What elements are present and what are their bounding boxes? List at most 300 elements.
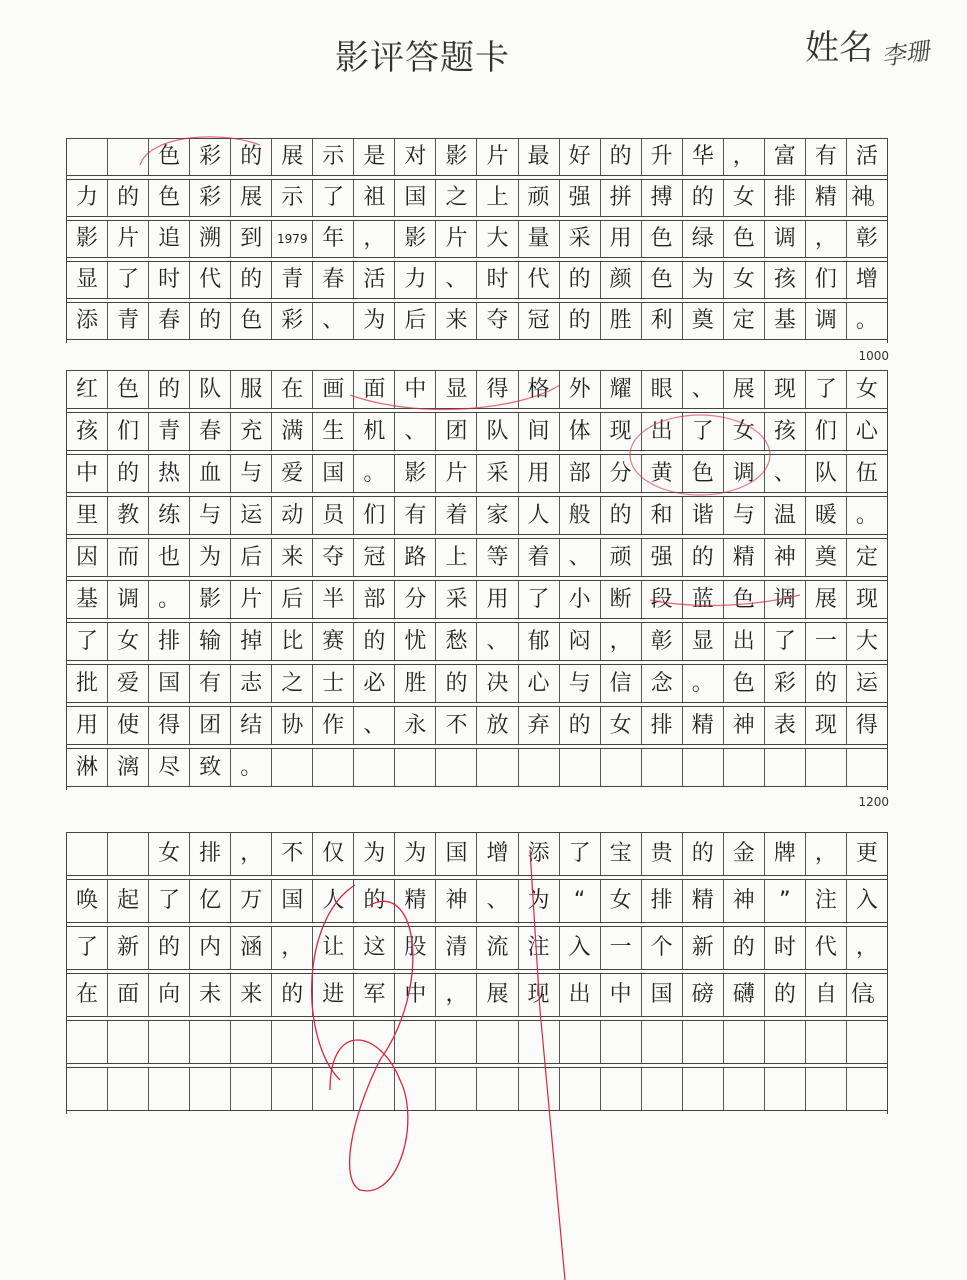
grid-cell: 现 [765, 371, 806, 408]
grid-cell: ， [806, 221, 847, 257]
grid-cell: 富 [765, 139, 806, 175]
grid-cell: 小 [560, 581, 601, 618]
grid-cell: 片 [231, 581, 272, 618]
grid-cell: 展 [272, 139, 313, 175]
grid-cell: 中 [601, 974, 642, 1016]
grid-cell: 出 [560, 974, 601, 1016]
grid-cell: 礴 [724, 974, 765, 1016]
grid-cell: 涵 [231, 927, 272, 969]
grid-section-3 [66, 832, 888, 1114]
grid-cell [642, 1021, 683, 1063]
word-count-marker-1200: 1200 [858, 795, 889, 809]
grid-cell: 。 [855, 502, 878, 528]
grid-cell: 有 [806, 139, 847, 175]
grid-cell [67, 139, 108, 175]
grid-cell: 是 [354, 139, 395, 175]
grid-cell: 伍 [855, 460, 878, 486]
grid-cell [313, 749, 354, 786]
grid-cell: 青 [272, 262, 313, 298]
grid-cell: 对 [395, 139, 436, 175]
grid-cell: 得 [477, 371, 518, 408]
grid-cell: 色 [683, 455, 724, 492]
grid-cell [395, 749, 436, 786]
grid-cell: 半 [313, 581, 354, 618]
grid-cell: 的 [683, 180, 724, 216]
grid-cell: 神 [724, 880, 765, 922]
grid-cell: 增 [855, 267, 878, 292]
grid-cell [190, 1021, 231, 1063]
grid-cell: 后 [272, 581, 313, 618]
grid-cell: 内 [190, 927, 231, 969]
grid-cell: 春 [190, 413, 231, 450]
grid-cell: 彰 [642, 623, 683, 660]
grid-cell: 部 [354, 581, 395, 618]
grid-cell: 了 [683, 413, 724, 450]
grid-cell: 精 [806, 180, 847, 216]
grid-cell: 女 [855, 376, 878, 402]
grid-cell: 。 [354, 455, 395, 492]
grid-cell: 画 [313, 371, 354, 408]
grid-cell: 表 [765, 707, 806, 744]
grid-cell: 的 [190, 303, 231, 339]
grid-cell: 时 [149, 262, 190, 298]
grid-cell: 服 [231, 371, 272, 408]
grid-cell: 在 [67, 974, 108, 1016]
grid-cell: 显 [67, 262, 108, 298]
grid-cell: 红 [67, 371, 108, 408]
grid-cell: 孩 [67, 413, 108, 450]
grid-cell: 信。 [850, 982, 883, 1007]
grid-cell [395, 1068, 436, 1110]
grid-cell: 温 [765, 497, 806, 534]
grid-cell: 的 [149, 371, 190, 408]
grid-cell: 人 [519, 497, 560, 534]
grid-cell: 不 [272, 833, 313, 875]
grid-cell: 仅 [313, 833, 354, 875]
grid-cell: 影 [190, 581, 231, 618]
grid-cell: 了 [560, 833, 601, 875]
grid-cell [149, 1021, 190, 1063]
grid-cell: 协 [272, 707, 313, 744]
grid-cell: 排 [642, 707, 683, 744]
grid-cell: 添 [519, 833, 560, 875]
grid-cell: 着 [436, 497, 477, 534]
grid-cell: 现 [601, 413, 642, 450]
grid-cell: 、 [560, 539, 601, 576]
grid-cell: 女 [601, 707, 642, 744]
grid-cell [272, 749, 313, 786]
grid-cell: 耀 [601, 371, 642, 408]
grid-cell: 与 [724, 497, 765, 534]
grid-cell: 忧 [395, 623, 436, 660]
grid-cell: 色 [149, 139, 190, 175]
grid-cell: 起 [108, 880, 149, 922]
grid-cell: 添 [67, 303, 108, 339]
grid-cell: ， [231, 833, 272, 875]
grid-cell: 强 [642, 539, 683, 576]
grid-cell: 影 [436, 139, 477, 175]
grid-cell: 生 [313, 413, 354, 450]
grid-cell: 一 [806, 623, 847, 660]
grid-cell [436, 1021, 477, 1063]
grid-cell: 也 [149, 539, 190, 576]
grid-cell: 国 [313, 455, 354, 492]
grid-cell: 的 [560, 303, 601, 339]
grid-cell [560, 749, 601, 786]
grid-cell: 色 [724, 221, 765, 257]
grid-cell: 有 [190, 665, 231, 702]
grid-cell: 为 [190, 539, 231, 576]
grid-cell: 片 [477, 139, 518, 175]
grid-cell [806, 1021, 847, 1063]
grid-cell: 年 [313, 221, 354, 257]
grid-row [67, 879, 887, 923]
grid-cell: 致 [190, 749, 231, 786]
grid-cell: 胜 [395, 665, 436, 702]
grid-cell: ， [724, 139, 765, 175]
grid-cell: 了 [765, 623, 806, 660]
grid-cell: 路 [395, 539, 436, 576]
grid-cell: 有 [395, 497, 436, 534]
grid-cell: 女 [724, 262, 765, 298]
grid-cell: 影 [67, 221, 108, 257]
grid-cell: 、 [354, 707, 395, 744]
grid-cell: 了 [149, 880, 190, 922]
grid-row [67, 748, 887, 787]
grid-cell: 影 [395, 455, 436, 492]
grid-cell [519, 749, 560, 786]
grid-cell: 般 [560, 497, 601, 534]
grid-cell [847, 1068, 887, 1110]
word-count-marker-1000: 1000 [858, 349, 889, 363]
grid-cell [477, 1068, 518, 1110]
grid-cell: 暖 [806, 497, 847, 534]
grid-cell: 万 [231, 880, 272, 922]
grid-cell: 神。 [850, 185, 883, 210]
grid-cell: 让 [313, 927, 354, 969]
grid-cell: 眼 [642, 371, 683, 408]
grid-cell: 排 [765, 180, 806, 216]
grid-cell: 团 [436, 413, 477, 450]
grid-cell [477, 749, 518, 786]
grid-cell: 不 [436, 707, 477, 744]
grid-cell [683, 1021, 724, 1063]
grid-cell: 员 [313, 497, 354, 534]
grid-cell: 为 [354, 833, 395, 875]
grid-cell: 的 [601, 497, 642, 534]
grid-cell: 的 [108, 180, 149, 216]
grid-cell: 的 [683, 539, 724, 576]
grid-cell: 代 [190, 262, 231, 298]
grid-cell: 了 [67, 623, 108, 660]
grid-cell: 来 [436, 303, 477, 339]
grid-row [67, 1067, 887, 1111]
grid-cell: 的 [683, 833, 724, 875]
grid-cell [724, 749, 765, 786]
grid-cell: 的 [272, 974, 313, 1016]
grid-cell: 来 [272, 539, 313, 576]
grid-cell: 运 [231, 497, 272, 534]
grid-cell: 的 [560, 707, 601, 744]
grid-section-1 [66, 138, 888, 343]
grid-cell: 牌 [765, 833, 806, 875]
grid-cell: 现 [806, 707, 847, 744]
grid-cell: 国 [642, 974, 683, 1016]
grid-cell: ， [855, 935, 878, 960]
page-title: 影评答题卡 [335, 38, 510, 78]
grid-cell: 新 [683, 927, 724, 969]
grid-cell: 里 [67, 497, 108, 534]
grid-cell: 血 [190, 455, 231, 492]
grid-row [67, 622, 887, 661]
grid-cell [560, 1021, 601, 1063]
grid-cell: 用 [67, 707, 108, 744]
grid-row [67, 664, 887, 703]
grid-cell [765, 1068, 806, 1110]
name-field [805, 20, 932, 72]
grid-cell: 之 [272, 665, 313, 702]
grid-cell: 示 [313, 139, 354, 175]
grid-cell: 的 [231, 139, 272, 175]
grid-cell: 之 [436, 180, 477, 216]
grid-cell: 、 [313, 303, 354, 339]
grid-cell: 孩 [765, 262, 806, 298]
grid-cell: 代 [806, 927, 847, 969]
grid-cell: 的 [436, 665, 477, 702]
grid-cell: 股 [395, 927, 436, 969]
grid-cell: 教 [108, 497, 149, 534]
grid-cell: 与 [231, 455, 272, 492]
grid-cell: 中 [395, 371, 436, 408]
grid-cell: 心 [519, 665, 560, 702]
grid-cell: 满 [272, 413, 313, 450]
grid-cell: 片 [436, 455, 477, 492]
grid-cell: 在 [272, 371, 313, 408]
grid-cell [354, 1068, 395, 1110]
grid-cell: 郁 [519, 623, 560, 660]
grid-row [67, 302, 887, 340]
grid-cell: 升 [642, 139, 683, 175]
grid-cell [149, 1068, 190, 1110]
grid-row [67, 832, 887, 876]
grid-cell: 尽 [149, 749, 190, 786]
grid-cell: 因 [67, 539, 108, 576]
grid-cell: 色 [231, 303, 272, 339]
grid-row [67, 138, 887, 176]
grid-cell [519, 1021, 560, 1063]
grid-cell: 们 [354, 497, 395, 534]
grid-cell: 女 [724, 413, 765, 450]
grid-cell: 精 [683, 880, 724, 922]
grid-cell: 春 [149, 303, 190, 339]
grid-cell: 了 [313, 180, 354, 216]
grid-cell: 练 [149, 497, 190, 534]
grid-cell: ” [765, 880, 806, 922]
grid-cell [519, 1068, 560, 1110]
grid-cell: 弃 [519, 707, 560, 744]
grid-cell: 调 [724, 455, 765, 492]
grid-cell: 愁 [436, 623, 477, 660]
grid-cell: 色 [149, 180, 190, 216]
grid-row [67, 973, 887, 1017]
grid-cell: 代 [519, 262, 560, 298]
grid-cell: 顽 [601, 539, 642, 576]
grid-cell: 彩 [190, 180, 231, 216]
grid-cell: 色 [724, 581, 765, 618]
grid-cell: 们 [806, 413, 847, 450]
grid-cell: 赛 [313, 623, 354, 660]
grid-cell: 、 [477, 623, 518, 660]
grid-cell: 注 [806, 880, 847, 922]
grid-cell: 胜 [601, 303, 642, 339]
grid-cell: 展 [231, 180, 272, 216]
grid-cell [108, 1068, 149, 1110]
grid-cell: 的 [724, 927, 765, 969]
grid-cell: 显 [436, 371, 477, 408]
grid-cell: 们 [108, 413, 149, 450]
grid-cell: 用 [519, 455, 560, 492]
grid-cell: 淋 [67, 749, 108, 786]
grid-cell: 作 [313, 707, 354, 744]
grid-cell: 向 [149, 974, 190, 1016]
grid-cell: 。 [231, 749, 272, 786]
grid-cell: 、 [765, 455, 806, 492]
grid-cell: 热 [149, 455, 190, 492]
grid-cell: 亿 [190, 880, 231, 922]
grid-row [67, 926, 887, 970]
grid-cell [642, 749, 683, 786]
grid-cell [560, 1068, 601, 1110]
grid-cell: 部 [560, 455, 601, 492]
grid-cell: ， [272, 927, 313, 969]
grid-cell: 基 [67, 581, 108, 618]
grid-cell: 最 [519, 139, 560, 175]
grid-cell: 与 [190, 497, 231, 534]
grid-cell: 调 [765, 581, 806, 618]
grid-cell: 彩 [765, 665, 806, 702]
grid-cell: 示 [272, 180, 313, 216]
grid-cell: 青 [108, 303, 149, 339]
grid-cell [765, 1021, 806, 1063]
grid-cell: 。 [683, 665, 724, 702]
grid-cell: 的 [806, 665, 847, 702]
grid-cell: 军 [354, 974, 395, 1016]
grid-cell: 充 [231, 413, 272, 450]
grid-cell: 排 [190, 833, 231, 875]
grid-row [67, 706, 887, 745]
grid-cell [436, 1068, 477, 1110]
grid-cell: 永 [395, 707, 436, 744]
grid-cell: 进 [313, 974, 354, 1016]
name-signature: 李珊 [879, 36, 932, 72]
grid-row [67, 1020, 887, 1064]
grid-cell: 士 [313, 665, 354, 702]
grid-cell: 的 [354, 623, 395, 660]
grid-cell: 的 [601, 139, 642, 175]
grid-cell: 得 [149, 707, 190, 744]
grid-cell [108, 139, 149, 175]
grid-cell: 使 [108, 707, 149, 744]
grid-cell: 清 [436, 927, 477, 969]
grid-cell: 外 [560, 371, 601, 408]
grid-cell [108, 833, 149, 875]
grid-cell: 断 [601, 581, 642, 618]
grid-row [67, 179, 887, 217]
grid-row [67, 580, 887, 619]
grid-cell: 这 [354, 927, 395, 969]
grid-cell: 女 [724, 180, 765, 216]
grid-cell [67, 1068, 108, 1110]
grid-cell: 来 [231, 974, 272, 1016]
grid-cell: 为 [354, 303, 395, 339]
grid-cell: 的 [354, 880, 395, 922]
grid-cell: 国 [436, 833, 477, 875]
grid-cell: 出 [724, 623, 765, 660]
grid-cell: 用 [477, 581, 518, 618]
grid-cell: 的 [231, 262, 272, 298]
grid-cell: 春 [313, 262, 354, 298]
grid-cell: “ [560, 880, 601, 922]
grid-cell: 闷 [560, 623, 601, 660]
grid-cell: 心 [855, 418, 878, 444]
grid-cell: 冠 [354, 539, 395, 576]
grid-cell: 强 [560, 180, 601, 216]
grid-cell: 人 [313, 880, 354, 922]
grid-cell: 用 [601, 221, 642, 257]
grid-cell: 决 [477, 665, 518, 702]
grid-cell: 奠 [683, 303, 724, 339]
grid-cell: 彰 [855, 226, 878, 251]
grid-cell: 着 [519, 539, 560, 576]
grid-cell: 。 [855, 308, 878, 333]
grid-cell: 磅 [683, 974, 724, 1016]
grid-cell: 流 [477, 927, 518, 969]
grid-cell: 大 [855, 628, 878, 654]
grid-cell: 国 [272, 880, 313, 922]
grid-cell: 团 [190, 707, 231, 744]
grid-cell [272, 1021, 313, 1063]
grid-cell: 后 [395, 303, 436, 339]
grid-cell: 时 [477, 262, 518, 298]
grid-cell: 夺 [313, 539, 354, 576]
grid-cell: 了 [519, 581, 560, 618]
grid-cell: 贵 [642, 833, 683, 875]
grid-row [67, 538, 887, 577]
grid-cell: 祖 [354, 180, 395, 216]
grid-cell: 片 [436, 221, 477, 257]
grid-cell: 顽 [519, 180, 560, 216]
grid-cell: 、 [436, 262, 477, 298]
grid-cell: 采 [560, 221, 601, 257]
grid-cell: 个 [642, 927, 683, 969]
grid-cell: 黄 [642, 455, 683, 492]
grid-cell: 神 [436, 880, 477, 922]
grid-cell: 必 [354, 665, 395, 702]
grid-cell [601, 1021, 642, 1063]
grid-cell: 未 [190, 974, 231, 1016]
grid-cell: 们 [806, 262, 847, 298]
grid-cell: 精 [395, 880, 436, 922]
grid-cell: 爱 [108, 665, 149, 702]
grid-cell: 显 [683, 623, 724, 660]
grid-cell [272, 1068, 313, 1110]
grid-cell: 等 [477, 539, 518, 576]
grid-cell: 信 [601, 665, 642, 702]
grid-cell: 得 [855, 712, 878, 738]
grid-cell [395, 1021, 436, 1063]
grid-cell: 展 [806, 581, 847, 618]
grid-cell: 展 [724, 371, 765, 408]
